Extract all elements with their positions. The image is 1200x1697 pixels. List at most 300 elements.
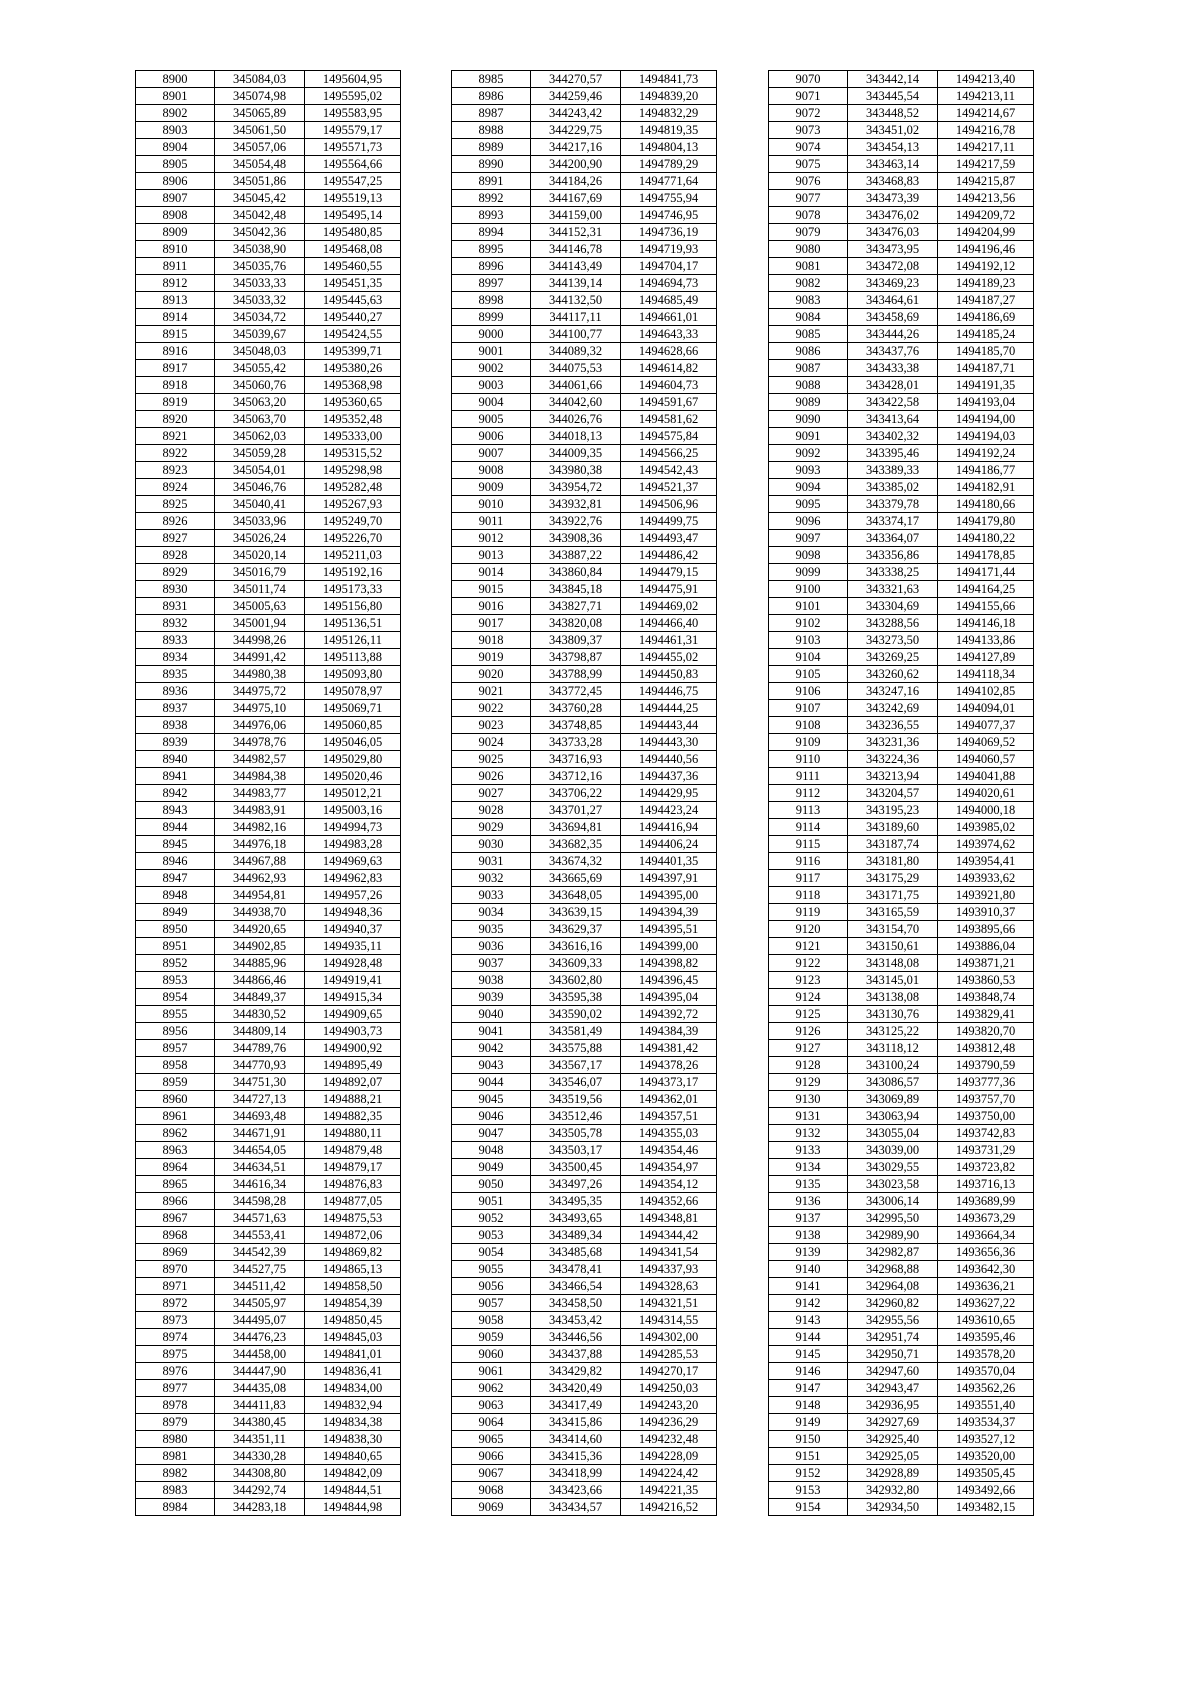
point-number-cell: 8918 [136,377,215,394]
table-row [136,496,401,513]
point-number-cell: 8961 [136,1108,215,1125]
y-coordinate-cell: 1495547,25 [305,173,401,190]
x-coordinate-cell: 342951,74 [848,1329,938,1346]
y-coordinate-cell: 1494892,07 [305,1074,401,1091]
table-row [769,326,1034,343]
x-coordinate-cell: 344458,00 [215,1346,305,1363]
table-row [136,190,401,207]
x-coordinate-cell: 343772,45 [531,683,621,700]
y-coordinate-cell: 1494384,39 [621,1023,717,1040]
point-number-cell: 9130 [769,1091,848,1108]
y-coordinate-cell: 1494566,25 [621,445,717,462]
table-row [452,1465,717,1482]
point-number-cell: 9153 [769,1482,848,1499]
point-number-cell: 8905 [136,156,215,173]
y-coordinate-cell: 1493627,22 [938,1295,1034,1312]
point-number-cell: 8929 [136,564,215,581]
x-coordinate-cell: 344975,72 [215,683,305,700]
y-coordinate-cell: 1494216,52 [621,1499,717,1516]
x-coordinate-cell: 343304,69 [848,598,938,615]
x-coordinate-cell: 345046,76 [215,479,305,496]
table-row [136,1363,401,1380]
y-coordinate-cell: 1494020,61 [938,785,1034,802]
point-number-cell: 8935 [136,666,215,683]
table-row [769,1278,1034,1295]
x-coordinate-cell: 342934,50 [848,1499,938,1516]
point-number-cell: 9050 [452,1176,531,1193]
point-number-cell: 9152 [769,1465,848,1482]
table-row [769,598,1034,615]
point-number-cell: 8915 [136,326,215,343]
coordinate-table-3 [768,70,1034,1516]
y-coordinate-cell: 1493595,46 [938,1329,1034,1346]
y-coordinate-cell: 1493742,83 [938,1125,1034,1142]
y-coordinate-cell: 1495368,98 [305,377,401,394]
table-row [452,1142,717,1159]
point-number-cell: 9093 [769,462,848,479]
x-coordinate-cell: 343748,85 [531,717,621,734]
x-coordinate-cell: 343464,61 [848,292,938,309]
table-row [452,173,717,190]
table-row [769,530,1034,547]
table-row [136,581,401,598]
x-coordinate-cell: 342955,56 [848,1312,938,1329]
point-number-cell: 8956 [136,1023,215,1040]
y-coordinate-cell: 1494314,55 [621,1312,717,1329]
y-coordinate-cell: 1494217,59 [938,156,1034,173]
y-coordinate-cell: 1494155,66 [938,598,1034,615]
point-number-cell: 9120 [769,921,848,938]
x-coordinate-cell: 344885,96 [215,955,305,972]
x-coordinate-cell: 344152,31 [531,224,621,241]
y-coordinate-cell: 1494399,00 [621,938,717,955]
point-number-cell: 9068 [452,1482,531,1499]
x-coordinate-cell: 345062,03 [215,428,305,445]
x-coordinate-cell: 342964,08 [848,1278,938,1295]
x-coordinate-cell: 344671,91 [215,1125,305,1142]
point-number-cell: 9001 [452,343,531,360]
y-coordinate-cell: 1495380,26 [305,360,401,377]
y-coordinate-cell: 1494416,94 [621,819,717,836]
y-coordinate-cell: 1494437,36 [621,768,717,785]
y-coordinate-cell: 1494469,02 [621,598,717,615]
y-coordinate-cell: 1494164,25 [938,581,1034,598]
x-coordinate-cell: 343321,63 [848,581,938,598]
x-coordinate-cell: 344143,49 [531,258,621,275]
y-coordinate-cell: 1494685,49 [621,292,717,309]
y-coordinate-cell: 1493750,00 [938,1108,1034,1125]
point-number-cell: 9095 [769,496,848,513]
point-number-cell: 9045 [452,1091,531,1108]
table-row [452,1006,717,1023]
point-number-cell: 8939 [136,734,215,751]
y-coordinate-cell: 1494834,00 [305,1380,401,1397]
point-number-cell: 9063 [452,1397,531,1414]
y-coordinate-cell: 1494746,95 [621,207,717,224]
y-coordinate-cell: 1494344,42 [621,1227,717,1244]
y-coordinate-cell: 1494841,01 [305,1346,401,1363]
table-row [136,224,401,241]
point-number-cell: 8907 [136,190,215,207]
y-coordinate-cell: 1493562,26 [938,1380,1034,1397]
table-row [769,904,1034,921]
table-row [136,1210,401,1227]
x-coordinate-cell: 343175,29 [848,870,938,887]
table-row [769,887,1034,904]
x-coordinate-cell: 344100,77 [531,326,621,343]
x-coordinate-cell: 343444,26 [848,326,938,343]
x-coordinate-cell: 344727,13 [215,1091,305,1108]
point-number-cell: 9150 [769,1431,848,1448]
table-row [769,71,1034,88]
y-coordinate-cell: 1494444,25 [621,700,717,717]
table-row [136,1057,401,1074]
x-coordinate-cell: 342943,47 [848,1380,938,1397]
table-row [452,1040,717,1057]
table-row [452,887,717,904]
table-row [769,394,1034,411]
x-coordinate-cell: 345039,67 [215,326,305,343]
y-coordinate-cell: 1494302,00 [621,1329,717,1346]
point-number-cell: 9132 [769,1125,848,1142]
table-row [136,802,401,819]
y-coordinate-cell: 1493820,70 [938,1023,1034,1040]
y-coordinate-cell: 1494804,13 [621,139,717,156]
x-coordinate-cell: 343385,02 [848,479,938,496]
x-coordinate-cell: 344476,23 [215,1329,305,1346]
point-number-cell: 9125 [769,1006,848,1023]
point-number-cell: 8960 [136,1091,215,1108]
point-number-cell: 9129 [769,1074,848,1091]
x-coordinate-cell: 343908,36 [531,530,621,547]
y-coordinate-cell: 1494461,31 [621,632,717,649]
x-coordinate-cell: 344495,07 [215,1312,305,1329]
point-number-cell: 9081 [769,258,848,275]
y-coordinate-cell: 1493985,02 [938,819,1034,836]
x-coordinate-cell: 342925,40 [848,1431,938,1448]
y-coordinate-cell: 1494443,44 [621,717,717,734]
table-row [452,377,717,394]
x-coordinate-cell: 343273,50 [848,632,938,649]
point-number-cell: 8970 [136,1261,215,1278]
x-coordinate-cell: 344527,75 [215,1261,305,1278]
y-coordinate-cell: 1494243,20 [621,1397,717,1414]
y-coordinate-cell: 1493534,37 [938,1414,1034,1431]
point-number-cell: 9046 [452,1108,531,1125]
x-coordinate-cell: 344009,35 [531,445,621,462]
point-number-cell: 9088 [769,377,848,394]
table-row [136,1482,401,1499]
table-row [136,394,401,411]
table-row [452,496,717,513]
y-coordinate-cell: 1494250,03 [621,1380,717,1397]
x-coordinate-cell: 345033,96 [215,513,305,530]
y-coordinate-cell: 1494192,12 [938,258,1034,275]
point-number-cell: 9036 [452,938,531,955]
table-row [452,581,717,598]
table-row [452,802,717,819]
point-number-cell: 9075 [769,156,848,173]
y-coordinate-cell: 1494357,51 [621,1108,717,1125]
y-coordinate-cell: 1493578,20 [938,1346,1034,1363]
point-number-cell: 8932 [136,615,215,632]
point-number-cell: 9016 [452,598,531,615]
point-number-cell: 9116 [769,853,848,870]
y-coordinate-cell: 1493636,21 [938,1278,1034,1295]
x-coordinate-cell: 345038,90 [215,241,305,258]
y-coordinate-cell: 1494213,56 [938,190,1034,207]
point-number-cell: 9145 [769,1346,848,1363]
point-number-cell: 8903 [136,122,215,139]
table-row [452,1074,717,1091]
point-number-cell: 8977 [136,1380,215,1397]
point-number-cell: 9143 [769,1312,848,1329]
point-number-cell: 8959 [136,1074,215,1091]
table-row [452,1482,717,1499]
table-row [136,683,401,700]
x-coordinate-cell: 343187,74 [848,836,938,853]
point-number-cell: 9011 [452,513,531,530]
y-coordinate-cell: 1493689,99 [938,1193,1034,1210]
x-coordinate-cell: 345061,50 [215,122,305,139]
x-coordinate-cell: 344598,28 [215,1193,305,1210]
point-number-cell: 8952 [136,955,215,972]
x-coordinate-cell: 343448,52 [848,105,938,122]
table-row [769,224,1034,241]
table-row [769,870,1034,887]
table-row [769,1465,1034,1482]
point-number-cell: 9135 [769,1176,848,1193]
point-number-cell: 8987 [452,105,531,122]
y-coordinate-cell: 1494879,17 [305,1159,401,1176]
x-coordinate-cell: 345011,74 [215,581,305,598]
point-number-cell: 8917 [136,360,215,377]
coordinate-table-2 [451,70,717,1516]
table-row [136,275,401,292]
table-row [769,751,1034,768]
x-coordinate-cell: 344983,77 [215,785,305,802]
table-row [452,428,717,445]
point-number-cell: 8962 [136,1125,215,1142]
table-row [136,921,401,938]
x-coordinate-cell: 345063,70 [215,411,305,428]
x-coordinate-cell: 343395,46 [848,445,938,462]
x-coordinate-cell: 343288,56 [848,615,938,632]
x-coordinate-cell: 344042,60 [531,394,621,411]
y-coordinate-cell: 1494614,82 [621,360,717,377]
table-row [452,1397,717,1414]
x-coordinate-cell: 345048,03 [215,343,305,360]
y-coordinate-cell: 1494882,35 [305,1108,401,1125]
y-coordinate-cell: 1494285,53 [621,1346,717,1363]
y-coordinate-cell: 1493505,45 [938,1465,1034,1482]
x-coordinate-cell: 345035,76 [215,258,305,275]
y-coordinate-cell: 1493910,37 [938,904,1034,921]
x-coordinate-cell: 343712,16 [531,768,621,785]
x-coordinate-cell: 343485,68 [531,1244,621,1261]
table-row [136,1023,401,1040]
x-coordinate-cell: 343701,27 [531,802,621,819]
x-coordinate-cell: 344447,90 [215,1363,305,1380]
point-number-cell: 8944 [136,819,215,836]
point-number-cell: 9124 [769,989,848,1006]
x-coordinate-cell: 343590,02 [531,1006,621,1023]
y-coordinate-cell: 1494844,51 [305,1482,401,1499]
x-coordinate-cell: 342982,87 [848,1244,938,1261]
point-number-cell: 9006 [452,428,531,445]
x-coordinate-cell: 345005,63 [215,598,305,615]
point-number-cell: 9109 [769,734,848,751]
x-coordinate-cell: 343733,28 [531,734,621,751]
x-coordinate-cell: 344866,46 [215,972,305,989]
x-coordinate-cell: 344117,11 [531,309,621,326]
y-coordinate-cell: 1495020,46 [305,768,401,785]
x-coordinate-cell: 344292,74 [215,1482,305,1499]
x-coordinate-cell: 343422,58 [848,394,938,411]
point-number-cell: 8941 [136,768,215,785]
x-coordinate-cell: 343415,86 [531,1414,621,1431]
table-row [769,360,1034,377]
point-number-cell: 9105 [769,666,848,683]
point-number-cell: 9102 [769,615,848,632]
point-number-cell: 9058 [452,1312,531,1329]
x-coordinate-cell: 343402,32 [848,428,938,445]
table-row [769,207,1034,224]
point-number-cell: 8950 [136,921,215,938]
x-coordinate-cell: 343389,33 [848,462,938,479]
y-coordinate-cell: 1494179,80 [938,513,1034,530]
table-row [452,700,717,717]
y-coordinate-cell: 1494877,05 [305,1193,401,1210]
y-coordinate-cell: 1493610,65 [938,1312,1034,1329]
y-coordinate-cell: 1493954,41 [938,853,1034,870]
x-coordinate-cell: 345040,41 [215,496,305,513]
y-coordinate-cell: 1493492,66 [938,1482,1034,1499]
table-row [136,1074,401,1091]
x-coordinate-cell: 343788,99 [531,666,621,683]
y-coordinate-cell: 1495126,11 [305,632,401,649]
y-coordinate-cell: 1494194,00 [938,411,1034,428]
point-number-cell: 8958 [136,1057,215,1074]
x-coordinate-cell: 343648,05 [531,887,621,904]
y-coordinate-cell: 1494819,35 [621,122,717,139]
point-number-cell: 9019 [452,649,531,666]
table-row [452,394,717,411]
y-coordinate-cell: 1494180,22 [938,530,1034,547]
point-number-cell: 9134 [769,1159,848,1176]
y-coordinate-cell: 1494736,19 [621,224,717,241]
point-number-cell: 9141 [769,1278,848,1295]
x-coordinate-cell: 343473,39 [848,190,938,207]
y-coordinate-cell: 1494215,87 [938,173,1034,190]
point-number-cell: 9084 [769,309,848,326]
table-row [452,105,717,122]
x-coordinate-cell: 345054,48 [215,156,305,173]
y-coordinate-cell: 1495298,98 [305,462,401,479]
table-row [452,258,717,275]
table-row [452,1108,717,1125]
point-number-cell: 8946 [136,853,215,870]
x-coordinate-cell: 343445,54 [848,88,938,105]
table-row [136,1465,401,1482]
table-row [452,1261,717,1278]
x-coordinate-cell: 344830,52 [215,1006,305,1023]
point-number-cell: 9147 [769,1380,848,1397]
point-number-cell: 9052 [452,1210,531,1227]
point-number-cell: 9071 [769,88,848,105]
y-coordinate-cell: 1493570,04 [938,1363,1034,1380]
table-row [769,105,1034,122]
table-row [136,700,401,717]
table-row [136,1431,401,1448]
x-coordinate-cell: 343063,94 [848,1108,938,1125]
x-coordinate-cell: 344809,14 [215,1023,305,1040]
point-number-cell: 9061 [452,1363,531,1380]
y-coordinate-cell: 1494362,01 [621,1091,717,1108]
table-row [136,972,401,989]
y-coordinate-cell: 1494661,01 [621,309,717,326]
x-coordinate-cell: 343364,07 [848,530,938,547]
table-row [136,377,401,394]
y-coordinate-cell: 1494909,65 [305,1006,401,1023]
x-coordinate-cell: 343503,17 [531,1142,621,1159]
y-coordinate-cell: 1494187,71 [938,360,1034,377]
x-coordinate-cell: 344089,32 [531,343,621,360]
y-coordinate-cell: 1494341,54 [621,1244,717,1261]
point-number-cell: 9022 [452,700,531,717]
y-coordinate-cell: 1494193,04 [938,394,1034,411]
x-coordinate-cell: 343428,01 [848,377,938,394]
table-row [769,513,1034,530]
table-row [136,1227,401,1244]
table-row [452,819,717,836]
x-coordinate-cell: 343204,57 [848,785,938,802]
point-number-cell: 8953 [136,972,215,989]
y-coordinate-cell: 1494771,64 [621,173,717,190]
x-coordinate-cell: 343493,65 [531,1210,621,1227]
table-row [452,870,717,887]
table-row [452,1057,717,1074]
point-number-cell: 9076 [769,173,848,190]
y-coordinate-cell: 1494486,42 [621,547,717,564]
y-coordinate-cell: 1494041,88 [938,768,1034,785]
y-coordinate-cell: 1494542,43 [621,462,717,479]
table-row [452,666,717,683]
point-number-cell: 9018 [452,632,531,649]
x-coordinate-cell: 345065,89 [215,105,305,122]
point-number-cell: 8910 [136,241,215,258]
y-coordinate-cell: 1494962,83 [305,870,401,887]
x-coordinate-cell: 343694,81 [531,819,621,836]
x-coordinate-cell: 344505,97 [215,1295,305,1312]
point-number-cell: 8967 [136,1210,215,1227]
x-coordinate-cell: 344435,08 [215,1380,305,1397]
point-number-cell: 8909 [136,224,215,241]
table-row [769,1397,1034,1414]
y-coordinate-cell: 1495440,27 [305,309,401,326]
x-coordinate-cell: 344571,63 [215,1210,305,1227]
y-coordinate-cell: 1494604,73 [621,377,717,394]
x-coordinate-cell: 344634,51 [215,1159,305,1176]
x-coordinate-cell: 343130,76 [848,1006,938,1023]
table-row [136,88,401,105]
table-row [769,1244,1034,1261]
y-coordinate-cell: 1493886,04 [938,938,1034,955]
table-row [136,479,401,496]
x-coordinate-cell: 343489,34 [531,1227,621,1244]
y-coordinate-cell: 1494069,52 [938,734,1034,751]
point-number-cell: 9062 [452,1380,531,1397]
